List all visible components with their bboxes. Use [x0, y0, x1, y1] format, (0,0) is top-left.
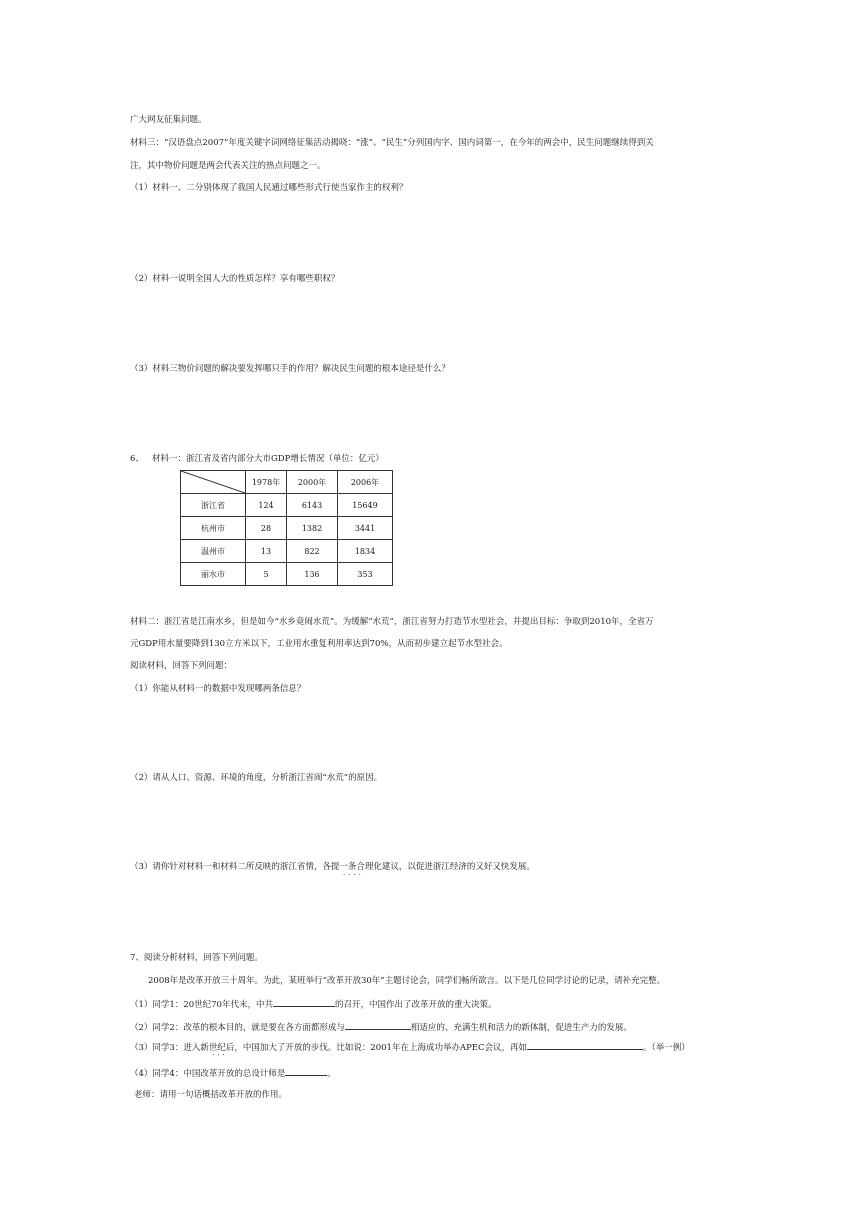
table-cell: 15649 — [338, 494, 393, 517]
emphasis-dots: ···· — [343, 871, 364, 879]
table-cell: 13 — [246, 540, 287, 563]
table-cell: 6143 — [287, 494, 338, 517]
student-1-text: （1）同学1：20世纪70年代末，中共 — [130, 1000, 273, 1010]
answer-blank[interactable] — [345, 1020, 411, 1030]
gdp-table — [180, 470, 393, 586]
question-7-intro: 2008年是改革开放三十周年。为此，某班举行“改革开放30年”主题讨论会，同学们畅所欲言。以下是几位同学讨论的记录，请补充完整。 — [148, 976, 666, 986]
table-row — [181, 517, 393, 540]
student-4-text: （4）同学4：中国改革开放的总设计师是 — [130, 1069, 286, 1079]
material-three-line1: 材料三：“汉语盘点2007”年度关键字词网络征集活动揭晓：“涨”、“民生”分列国内字、国内词第一，在今年的两会中，民生问题继续得到关 — [130, 138, 654, 148]
diagonal-line — [181, 471, 245, 493]
answer-blank[interactable] — [285, 1066, 327, 1076]
student-2-line — [130, 1020, 632, 1034]
question-6-1: （1）你能从材料一的数据中发现哪两条信息？ — [130, 684, 306, 694]
table-row — [181, 563, 393, 586]
table-cell: 28 — [246, 517, 287, 540]
row-header: 浙江省 — [181, 494, 246, 517]
question-7-title: 7、阅读分析材料，回答下列问题。 — [130, 953, 263, 963]
question-5-3: （3）材料三物价问题的解决要发挥哪只手的作用？解决民生问题的根本途径是什么？ — [130, 364, 450, 374]
table-cell: 3441 — [338, 517, 393, 540]
material-two-line1: 材料二：浙江省是江南水乡，但是如今“水乡竟闹水荒”。为缓解“水荒”，浙江省努力打造节水型社会，并提出目标：争取到2010年，全省万 — [130, 617, 654, 627]
row-header: 丽水市 — [181, 563, 246, 586]
student-2-text-end: 相适应的、充满生机和活力的新体制，促进生产力的发展。 — [410, 1023, 632, 1033]
teacher-line: 老师：请用一句话概括改革开放的作用。 — [134, 1090, 288, 1100]
table-cell: 5 — [246, 563, 287, 586]
student-1-text-end: 的召开，中国作出了改革开放的重大决策。 — [334, 1000, 497, 1010]
table-cell: 1382 — [287, 517, 338, 540]
table-cell: 822 — [287, 540, 338, 563]
column-header: 1978年 — [246, 471, 287, 494]
diagonal-header-cell — [181, 471, 246, 494]
table-cell: 1834 — [338, 540, 393, 563]
table-cell: 353 — [338, 563, 393, 586]
row-header: 杭州市 — [181, 517, 246, 540]
question-5-2: （2）材料一说明全国人大的性质怎样？享有哪些职权？ — [130, 274, 340, 284]
answer-blank[interactable] — [273, 997, 335, 1007]
question-6-2: （2）请从人口、资源、环境的角度，分析浙江省闹“水荒”的原因。 — [130, 773, 383, 783]
table-header-row — [181, 471, 393, 494]
student-1-line — [130, 997, 496, 1011]
material-two-line2: 元GDP用水量要降到130立方米以下，工业用水重复利用率达到70%，从而初步建立起节水型社会。 — [130, 639, 508, 649]
table-cell: 124 — [246, 494, 287, 517]
column-header: 2000年 — [287, 471, 338, 494]
table-row — [181, 540, 393, 563]
student-4-line — [130, 1066, 336, 1080]
question-6-number: 6、 — [130, 454, 144, 464]
student-3-text: （3）同学3：进入新世纪后，中国加大了开放的步伐。比如说：2001年在上海成功举办APEC会议，再如 — [130, 1043, 528, 1053]
read-instruction: 阅读材料，回答下列问题： — [130, 661, 233, 671]
student-2-text: （2）同学2：改革的根本目的，就是要在各方面都形成与 — [130, 1023, 345, 1033]
material-three-line2: 注，其中物价问题是两会代表关注的热点问题之一。 — [130, 161, 326, 171]
emphasis-dots: ··· — [212, 1051, 228, 1059]
question-5-1: （1）材料一、二分别体现了我国人民通过哪些形式行使当家作主的权利？ — [130, 183, 408, 193]
student-3-text-end: 。（举一例） — [643, 1043, 690, 1053]
row-header: 温州市 — [181, 540, 246, 563]
table-row — [181, 494, 393, 517]
table-cell: 136 — [287, 563, 338, 586]
material-one-title: 材料一：浙江省及省内部分大市GDP增长情况（单位：亿元） — [152, 454, 384, 464]
column-header: 2006年 — [338, 471, 393, 494]
question-6-3: （3）请你针对材料一和材料二所反映的浙江省情，各提一条合理化建议，以促进浙江经济的又好又快发展。 — [130, 862, 535, 872]
text-line: 广大网友征集问题。 — [130, 115, 207, 125]
answer-blank[interactable] — [527, 1040, 643, 1050]
student-4-text-end: 。 — [327, 1069, 336, 1079]
